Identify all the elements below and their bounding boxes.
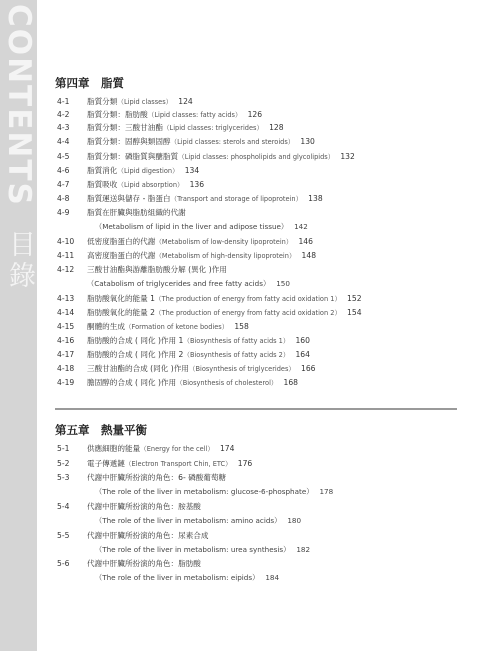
entry-page: 136 — [189, 180, 205, 189]
toc-entry[interactable] — [57, 251, 316, 261]
entry-title: 代謝中肝臟所扮演的角色：脂肪酸 — [87, 559, 201, 568]
entry-title: 代謝中肝臟所扮演的角色：尿素合成 — [87, 531, 209, 540]
entry-english: （The production of energy from fatty acid oxidation 2） — [155, 309, 342, 317]
entry-english: （Lipid digestion） — [117, 167, 179, 175]
entry-page: 182 — [296, 545, 311, 554]
entry-page: 138 — [308, 194, 323, 203]
toc-entry[interactable] — [57, 444, 234, 454]
entry-page: 176 — [237, 459, 253, 468]
entry-number: 5-3 — [57, 473, 70, 482]
entry-title: 低密度脂蛋白的代謝 — [87, 237, 156, 246]
entry-number: 5-5 — [57, 531, 70, 540]
entry-page: 130 — [300, 137, 315, 146]
entry-continuation — [95, 516, 301, 526]
toc-entry[interactable] — [57, 152, 355, 162]
vertical-title: CONTENTS — [1, 4, 37, 207]
entry-number: 4-13 — [57, 294, 75, 303]
entry-english: （Biosynthesis of triglycerides） — [188, 365, 296, 373]
toc-entry[interactable] — [57, 110, 262, 120]
entry-page: 148 — [301, 251, 317, 260]
entry-number: 4-16 — [57, 336, 75, 345]
entry-number: 4-15 — [57, 322, 75, 331]
entry-title: 脂質分類：磷脂質與醣脂質 — [87, 152, 179, 161]
toc-entry[interactable] — [57, 194, 323, 204]
entry-title: 脂質在肝臟與脂肪組織的代謝 — [87, 208, 186, 217]
entry-number: 4-3 — [57, 123, 70, 132]
entry-english: （Transport and storage of lipoprotein） — [170, 195, 303, 203]
entry-english: （Energy for the cell） — [140, 445, 214, 453]
entry-page: 134 — [184, 166, 200, 175]
entry-title: 脂肪酸氧化的能量 1 — [87, 294, 155, 303]
entry-title: 脂質分類：脂肪酸 — [87, 110, 148, 119]
toc-entry[interactable] — [57, 97, 193, 107]
entry-english: （The role of the liver in metabolism: urea synthesis） — [95, 545, 291, 554]
entry-title: 脂質分類 — [87, 97, 118, 106]
entry-page: 152 — [347, 294, 362, 303]
entry-english: （Lipid classes: triglycerides） — [162, 124, 264, 132]
toc-entry[interactable] — [57, 336, 310, 346]
entry-title: 脂肪酸的合成 ( 同化 )作用 2 — [87, 350, 184, 359]
entry-number: 4-17 — [57, 350, 75, 359]
entry-english: （Electron Transport Chin, ETC） — [124, 460, 232, 468]
toc-entry[interactable] — [57, 322, 249, 332]
entry-page: 126 — [247, 110, 263, 119]
toc-entry[interactable] — [57, 308, 362, 318]
entry-english: （The role of the liver in metabolism: amino acids） — [95, 516, 282, 525]
entry-number: 5-6 — [57, 559, 70, 568]
entry-page: 168 — [283, 378, 299, 387]
entry-continuation — [95, 545, 310, 555]
entry-title: 三酸甘油酯的合成 (同化 )作用 — [87, 364, 189, 373]
chapter-title-5: 第五章 熱量平衡 — [55, 423, 147, 437]
entry-title: 電子傳遞鏈 — [87, 459, 125, 468]
toc-entry[interactable] — [57, 364, 316, 374]
entry-number: 5-1 — [57, 444, 70, 453]
toc-content — [37, 0, 481, 651]
entry-page: 178 — [319, 487, 334, 496]
entry-number: 4-8 — [57, 194, 70, 203]
entry-number: 5-4 — [57, 502, 70, 511]
entry-number: 4-2 — [57, 110, 70, 119]
vertical-subtitle: 目錄 — [4, 230, 35, 292]
entry-page: 142 — [294, 222, 308, 231]
entry-english: （The role of the liver in metabolism: eipids） — [95, 573, 260, 582]
entry-number: 4-7 — [57, 180, 70, 189]
entry-english: （Lipid classes: phospholipids and glycolipids） — [178, 153, 335, 161]
entry-title: 酮體的生成 — [87, 322, 125, 331]
toc-entry[interactable] — [57, 237, 313, 247]
chapter-title-4: 第四章 脂質 — [55, 76, 124, 90]
entry-page: 164 — [295, 350, 310, 359]
entry-title: 代謝中肝臟所扮演的角色：6- 磷酸葡萄糖 — [87, 473, 227, 482]
toc-entry[interactable] — [57, 166, 199, 176]
toc-entry[interactable] — [57, 265, 227, 275]
entry-english: （Lipid classes: sterols and steroids） — [170, 138, 295, 146]
entry-number: 4-18 — [57, 364, 75, 373]
entry-english: （Biosynthesis of fatty acids 2） — [183, 351, 290, 359]
toc-entry[interactable] — [57, 123, 284, 133]
entry-english: （Biosynthesis of cholesterol） — [176, 379, 278, 387]
toc-entry[interactable] — [57, 378, 298, 388]
entry-page: 146 — [298, 237, 313, 246]
entry-page: 166 — [301, 364, 316, 373]
toc-entry[interactable] — [57, 502, 201, 512]
chapter-divider — [55, 408, 457, 410]
entry-title: 供應細胞的能量 — [87, 444, 141, 453]
toc-entry[interactable] — [57, 531, 209, 541]
entry-title: 脂質分類：固醇與類固醇 — [87, 137, 171, 146]
entry-english: （The role of the liver in metabolism: glucose-6-phosphate） — [95, 487, 314, 496]
entry-number: 4-19 — [57, 378, 75, 387]
toc-entry[interactable] — [57, 180, 204, 190]
entry-english: （Lipid classes: fatty acids） — [147, 111, 242, 119]
entry-title: 脂質吸收 — [87, 180, 118, 189]
entry-title: 代謝中肝臟所扮演的角色：胺基酸 — [87, 502, 201, 511]
toc-entry[interactable] — [57, 294, 362, 304]
entry-page: 158 — [234, 322, 249, 331]
entry-page: 180 — [287, 516, 302, 525]
entry-english: （Catabolism of triglycerides and free fatty acids） — [87, 279, 271, 288]
toc-entry[interactable] — [57, 559, 201, 569]
entry-english: （Biosynthesis of fatty acids 1） — [183, 337, 290, 345]
toc-entry[interactable] — [57, 459, 252, 469]
entry-title: 脂肪酸的合成 ( 同化 )作用 1 — [87, 336, 184, 345]
entry-continuation — [95, 222, 308, 232]
entry-page: 160 — [295, 336, 310, 345]
sidebar — [0, 0, 37, 651]
entry-continuation — [95, 487, 333, 497]
entry-page: 132 — [340, 152, 355, 161]
entry-page: 124 — [178, 97, 193, 106]
toc-entry[interactable] — [57, 137, 315, 147]
entry-title: 膽固醇的合成 ( 同化 )作用 — [87, 378, 177, 387]
entry-english: （Metabolism of lipid in the liver and adipose tissue） — [95, 222, 289, 231]
entry-english: （Metabolism of low-density lipoprotein） — [155, 238, 293, 246]
entry-title: 三酸甘油酯與游離脂肪酸分解 (異化 )作用 — [87, 265, 227, 274]
entry-page: 128 — [269, 123, 284, 132]
entry-number: 4-10 — [57, 237, 75, 246]
entry-english: （Metabolism of high-density lipoprotein） — [155, 252, 296, 260]
entry-title: 脂質運送與儲存 - 脂蛋白 — [87, 194, 171, 203]
entry-english: （Lipid classes） — [117, 98, 173, 106]
entry-number: 4-12 — [57, 265, 75, 274]
entry-continuation — [95, 573, 279, 583]
entry-number: 4-14 — [57, 308, 75, 317]
entry-page: 154 — [347, 308, 362, 317]
entry-english: （The production of energy from fatty acid oxidation 1） — [155, 295, 342, 303]
entry-number: 4-1 — [57, 97, 70, 106]
toc-entry[interactable] — [57, 350, 310, 360]
entry-title: 高密度脂蛋白的代謝 — [87, 251, 156, 260]
entry-number: 4-9 — [57, 208, 70, 217]
entry-page: 174 — [219, 444, 235, 453]
toc-entry[interactable] — [57, 208, 186, 218]
entry-page: 150 — [276, 279, 290, 288]
entry-number: 4-6 — [57, 166, 70, 175]
entry-number: 4-11 — [57, 251, 75, 260]
entry-continuation — [87, 279, 290, 289]
entry-number: 4-5 — [57, 152, 70, 161]
entry-title: 脂質消化 — [87, 166, 118, 175]
entry-number: 5-2 — [57, 459, 70, 468]
entry-english: （Lipid absorption） — [117, 181, 184, 189]
entry-number: 4-4 — [57, 137, 70, 146]
entry-page: 184 — [265, 573, 280, 582]
toc-entry[interactable] — [57, 473, 226, 483]
entry-title: 脂質分類：三酸甘油酯 — [87, 123, 163, 132]
entry-english: （Formation of ketone bodies） — [124, 323, 229, 331]
entry-title: 脂肪酸氧化的能量 2 — [87, 308, 155, 317]
